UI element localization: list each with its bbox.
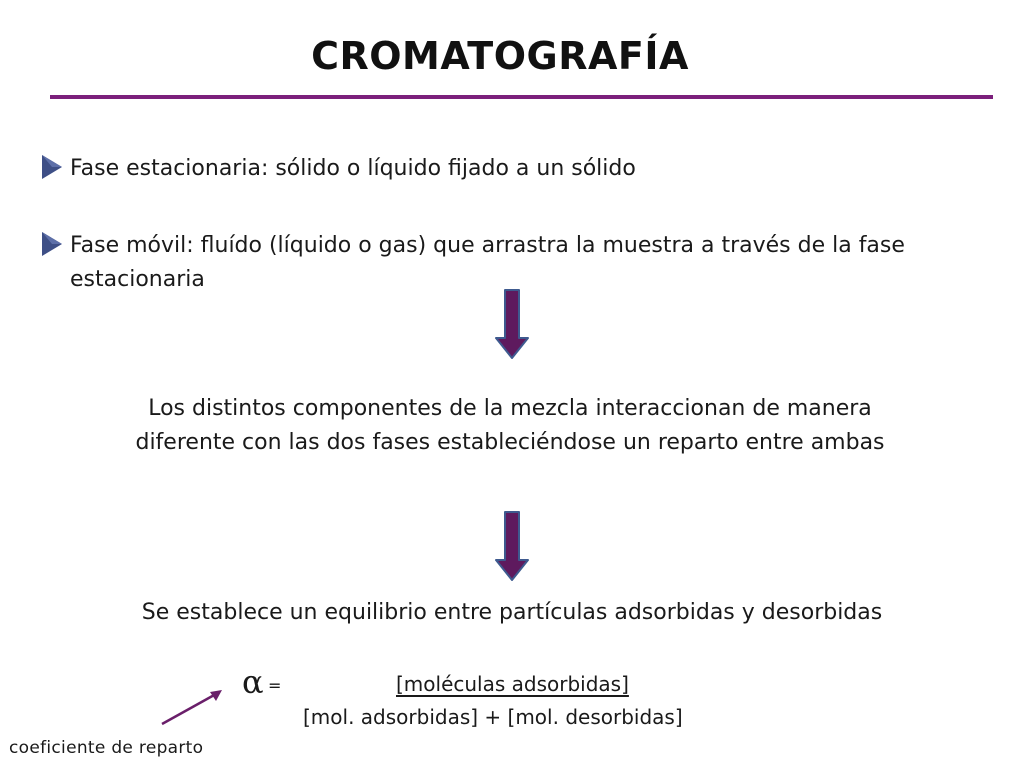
formula-denominator: [mol. adsorbidas] + [mol. desorbidas] bbox=[303, 705, 683, 729]
bullet-text: Fase estacionaria: sólido o líquido fijado a un sólido bbox=[70, 156, 636, 181]
down-arrow-icon bbox=[494, 288, 530, 360]
equilibrium-statement: Se establece un equilibrio entre partículas adsorbidas y desorbidas bbox=[141, 600, 883, 625]
title-divider bbox=[50, 95, 993, 99]
triangle-bullet-icon bbox=[40, 231, 64, 257]
bullet-text: Fase móvil: fluído (líquido o gas) que arrastra la muestra a través de la fase estacionaria bbox=[70, 233, 905, 292]
bullet-item-fase-estacionaria bbox=[40, 152, 1000, 186]
description-paragraph: Los distintos componentes de la mezcla interaccionan de manera diferente con las dos fases estableciéndose un reparto entre ambas bbox=[135, 396, 885, 455]
alpha-symbol: α bbox=[242, 663, 264, 701]
bullet-item-fase-movil bbox=[40, 229, 1000, 297]
triangle-bullet-icon bbox=[40, 154, 64, 180]
page-title: CROMATOGRAFÍA bbox=[311, 34, 689, 78]
pointer-arrow-icon bbox=[158, 686, 226, 728]
down-arrow-icon bbox=[494, 510, 530, 582]
formula-numerator: [moléculas adsorbidas] bbox=[396, 672, 629, 696]
coefficient-label: coeficiente de reparto bbox=[9, 738, 204, 758]
equals-sign: = bbox=[268, 676, 282, 695]
